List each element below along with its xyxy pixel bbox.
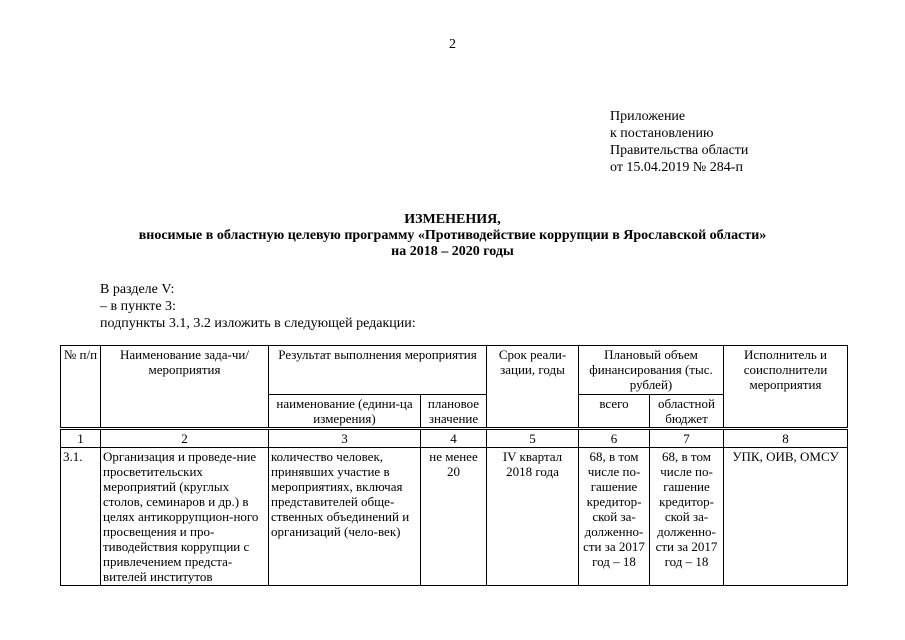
row-name: Организация и проведе-ние просветительских мероприятий (круглых столов, семинаров и др.) в целях антикоррупцион-ного просвещения и про-тиводействия коррупции с привлечением предста-вителей институтов <box>101 448 269 586</box>
changes-table <box>60 345 848 586</box>
document-title <box>0 212 905 260</box>
appendix-line: от 15.04.2019 № 284-п <box>610 160 743 175</box>
row-result-value: не менее 20 <box>421 448 487 586</box>
column-number: 4 <box>421 429 487 448</box>
title-line: вносимые в областную целевую программу «Противодействие коррупции в Ярославской области» <box>138 228 767 243</box>
intro-line: В разделе V: <box>100 282 175 297</box>
column-number-row <box>61 429 848 448</box>
row-finance-total: 68, в том числе по-гашение кредитор-ской за-долженно-сти за 2017 год – 18 <box>579 448 650 586</box>
header-term: Срок реали-зации, годы <box>487 346 579 429</box>
column-number: 3 <box>269 429 421 448</box>
appendix-line: Приложение <box>610 109 686 124</box>
column-number: 2 <box>101 429 269 448</box>
header-result: Результат выполнения мероприятия <box>269 346 487 395</box>
column-number: 8 <box>724 429 848 448</box>
header-name: Наименование зада-чи/мероприятия <box>101 346 269 429</box>
page-number: 2 <box>449 37 456 52</box>
header-finance-regional: областной бюджет <box>650 395 724 429</box>
row-result-name: количество человек, принявших участие в мероприятиях, включая представителей обще-ственных объединений и организаций (чело-век) <box>269 448 421 586</box>
header-finance: Плановый объем финансирования (тыс. рублей) <box>579 346 724 395</box>
appendix-line: к постановлению <box>610 126 714 141</box>
header-row <box>61 346 848 395</box>
header-result-name: наименование (едини-ца измерения) <box>269 395 421 429</box>
table-row <box>61 448 848 586</box>
header-num: № п/п <box>61 346 101 429</box>
row-term: IV квартал 2018 года <box>487 448 579 586</box>
appendix-block <box>610 108 748 176</box>
title-line: на 2018 – 2020 годы <box>391 244 514 259</box>
header-result-value: плановое значение <box>421 395 487 429</box>
column-number: 6 <box>579 429 650 448</box>
intro-line: – в пункте 3: <box>100 299 176 314</box>
column-number: 7 <box>650 429 724 448</box>
intro-line: подпункты 3.1, 3.2 изложить в следующей редакции: <box>100 316 416 331</box>
header-executor: Исполнитель и соисполнители мероприятия <box>724 346 848 429</box>
row-num: 3.1. <box>61 448 101 586</box>
column-number: 1 <box>61 429 101 448</box>
column-number: 5 <box>487 429 579 448</box>
intro-text <box>100 281 416 332</box>
title-line: ИЗМЕНЕНИЯ, <box>404 212 501 227</box>
row-finance-regional: 68, в том числе по-гашение кредитор-ской за-долженно-сти за 2017 год – 18 <box>650 448 724 586</box>
header-finance-total: всего <box>579 395 650 429</box>
appendix-line: Правительства области <box>610 143 749 158</box>
row-executor: УПК, ОИВ, ОМСУ <box>724 448 848 586</box>
